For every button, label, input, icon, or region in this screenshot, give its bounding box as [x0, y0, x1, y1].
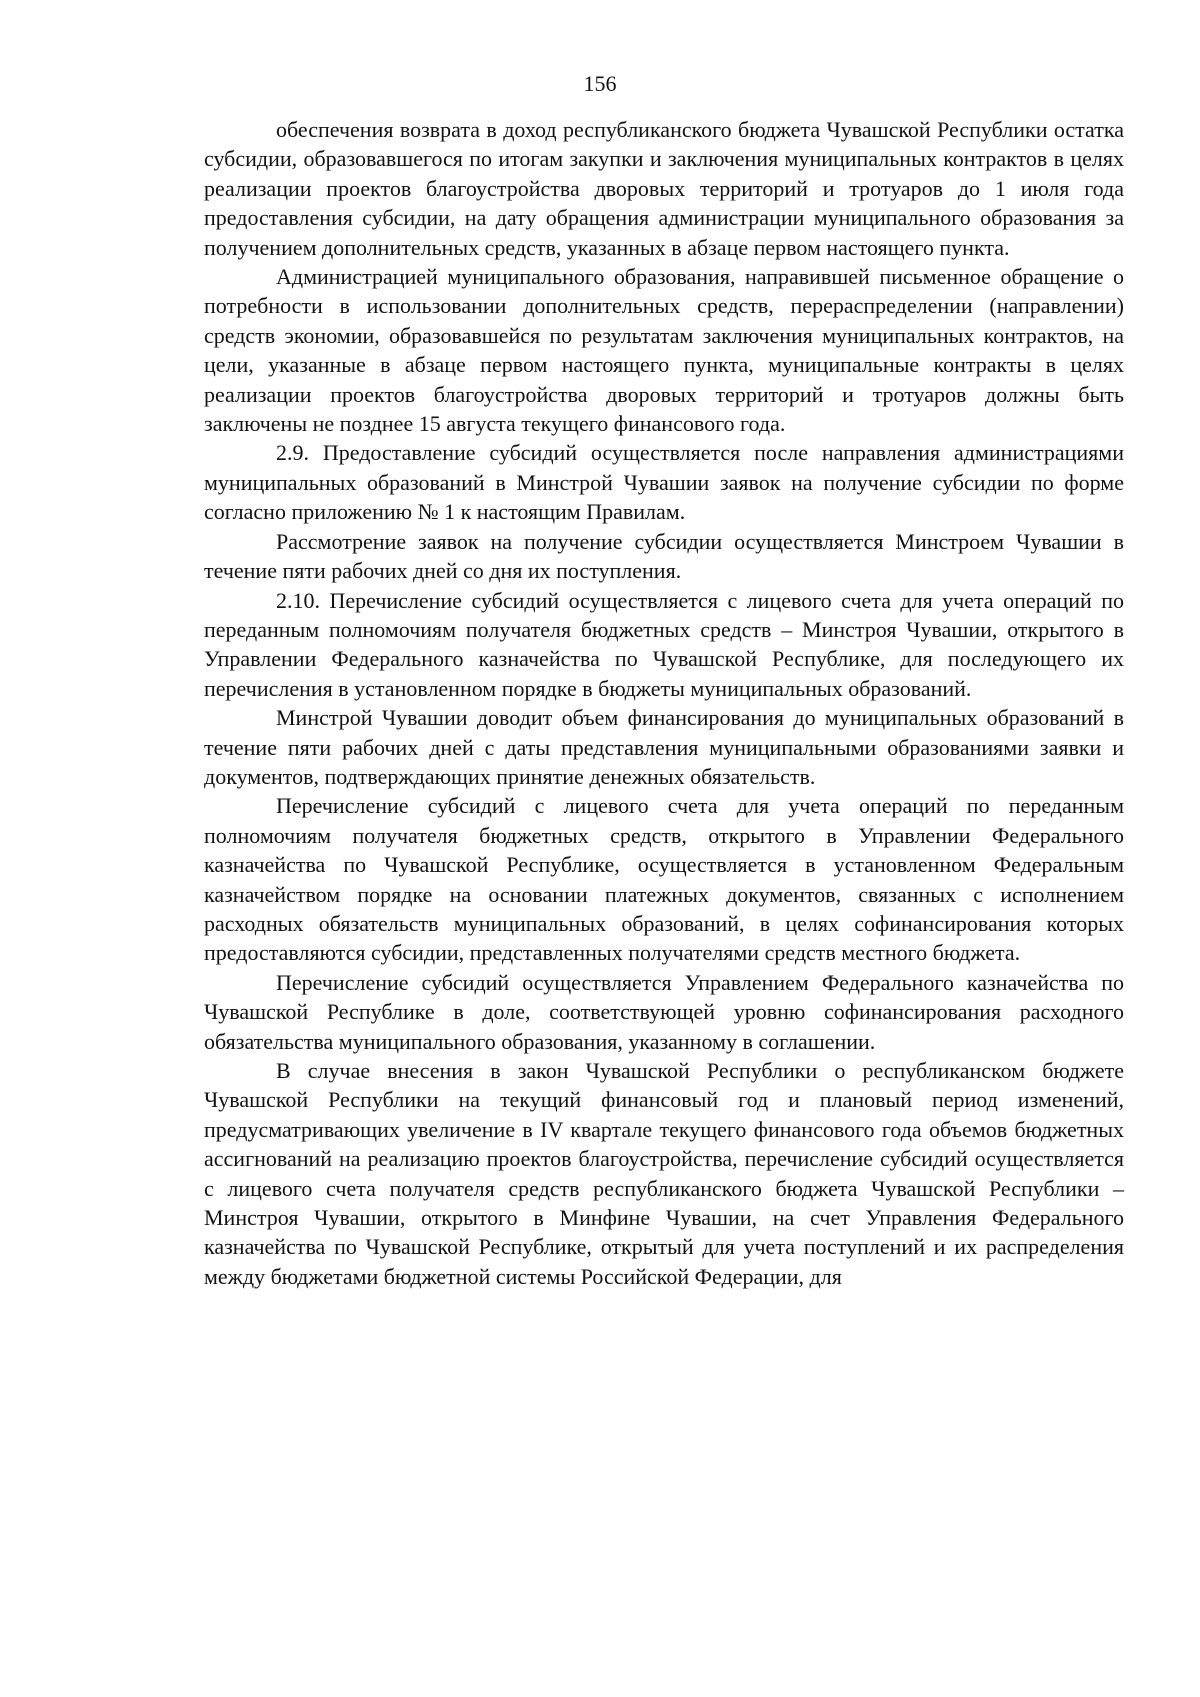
paragraph-4: Рассмотрение заявок на получение субсидии осуществляется Минстроем Чувашии в течение пяти рабочих дней со дня их поступления.: [204, 528, 1124, 584]
paragraph-6: Минстрой Чувашии доводит объем финансирования до муниципальных образований в течение пяти рабочих дней с даты представления муниципальными образованиями заявки и документов, подтверждающих принятие денежных обязательств.: [204, 705, 1124, 789]
paragraph-5: 2.10. Перечисление субсидий осуществляется с лицевого счета для учета операций по переданным полномочиям получателя бюджетных средств – Минстроя Чувашии, открытого в Управлении Федерального казначейства по Чувашской Республике, для последующего их перечисления в установленном порядке в бюджеты муниципальных образований.: [204, 587, 1124, 701]
body-text: [204, 115, 1124, 1291]
page-number: 156: [583, 71, 617, 96]
paragraph-8: Перечисление субсидий осуществляется Управлением Федерального казначейства по Чувашской Республике в доле, соответствующей уровню софинансирования расходного обязательства муниципального образования, указанному в соглашении.: [204, 969, 1124, 1054]
paragraph-2: Администрацией муниципального образования, направившей письменное обращение о потребности в использовании дополнительных средств, перераспределении (направлении) средств экономии, образовавшейся по результатам заключения муниципальных контрактов, на цели, указанные в абзаце первом настоящего пункта, муниципальные контракты в целях реализации проектов благоустройства дворовых территорий и тротуаров должны быть заключены не позднее 15 августа текущего финансового года.: [204, 264, 1124, 437]
paragraph-9: В случае внесения в закон Чувашской Республики о республиканском бюджете Чувашской Республики на текущий финансовый год и плановый период изменений, предусматривающих увеличение в IV квартале текущего финансового года объемов бюджетных ассигнований на реализацию проектов благоустройства, перечисление субсидий осуществляется с лицевого счета получателя средств республиканского бюджета Чувашской Республики – Минстроя Чувашии, открытого в Минфине Чувашии, на счет Управления Федерального казначейства по Чувашской Республике, открытый для учета поступлений и их распределения между бюджетами бюджетной системы Российской Федерации, для: [204, 1058, 1124, 1289]
paragraph-1: обеспечения возврата в доход республиканского бюджета Чувашской Республики остатка субсидии, образовавшегося по итогам закупки и заключения муниципальных контрактов в целях реализации проектов благоустройства дворовых территорий и тротуаров до 1 июля года предоставления субсидии, на дату обращения администрации муниципального образования за получением дополнительных средств, указанных в абзаце первом настоящего пункта.: [204, 117, 1124, 260]
paragraph-3: 2.9. Предоставление субсидий осуществляется после направления администрациями муниципальных образований в Минстрой Чувашии заявок на получение субсидии по форме согласно приложению № 1 к настоящим Правилам.: [204, 440, 1124, 525]
paragraph-7: Перечисление субсидий с лицевого счета для учета операций по переданным полномочиям получателя бюджетных средств, открытого в Управлении Федерального казначейства по Чувашской Республике, осуществляется в установленном Федеральным казначейством порядке на основании платежных документов, связанных с исполнением расходных обязательств муниципальных образований, в целях софинансирования которых предоставляются субсидии, представленных получателями средств местного бюджета.: [204, 793, 1124, 966]
